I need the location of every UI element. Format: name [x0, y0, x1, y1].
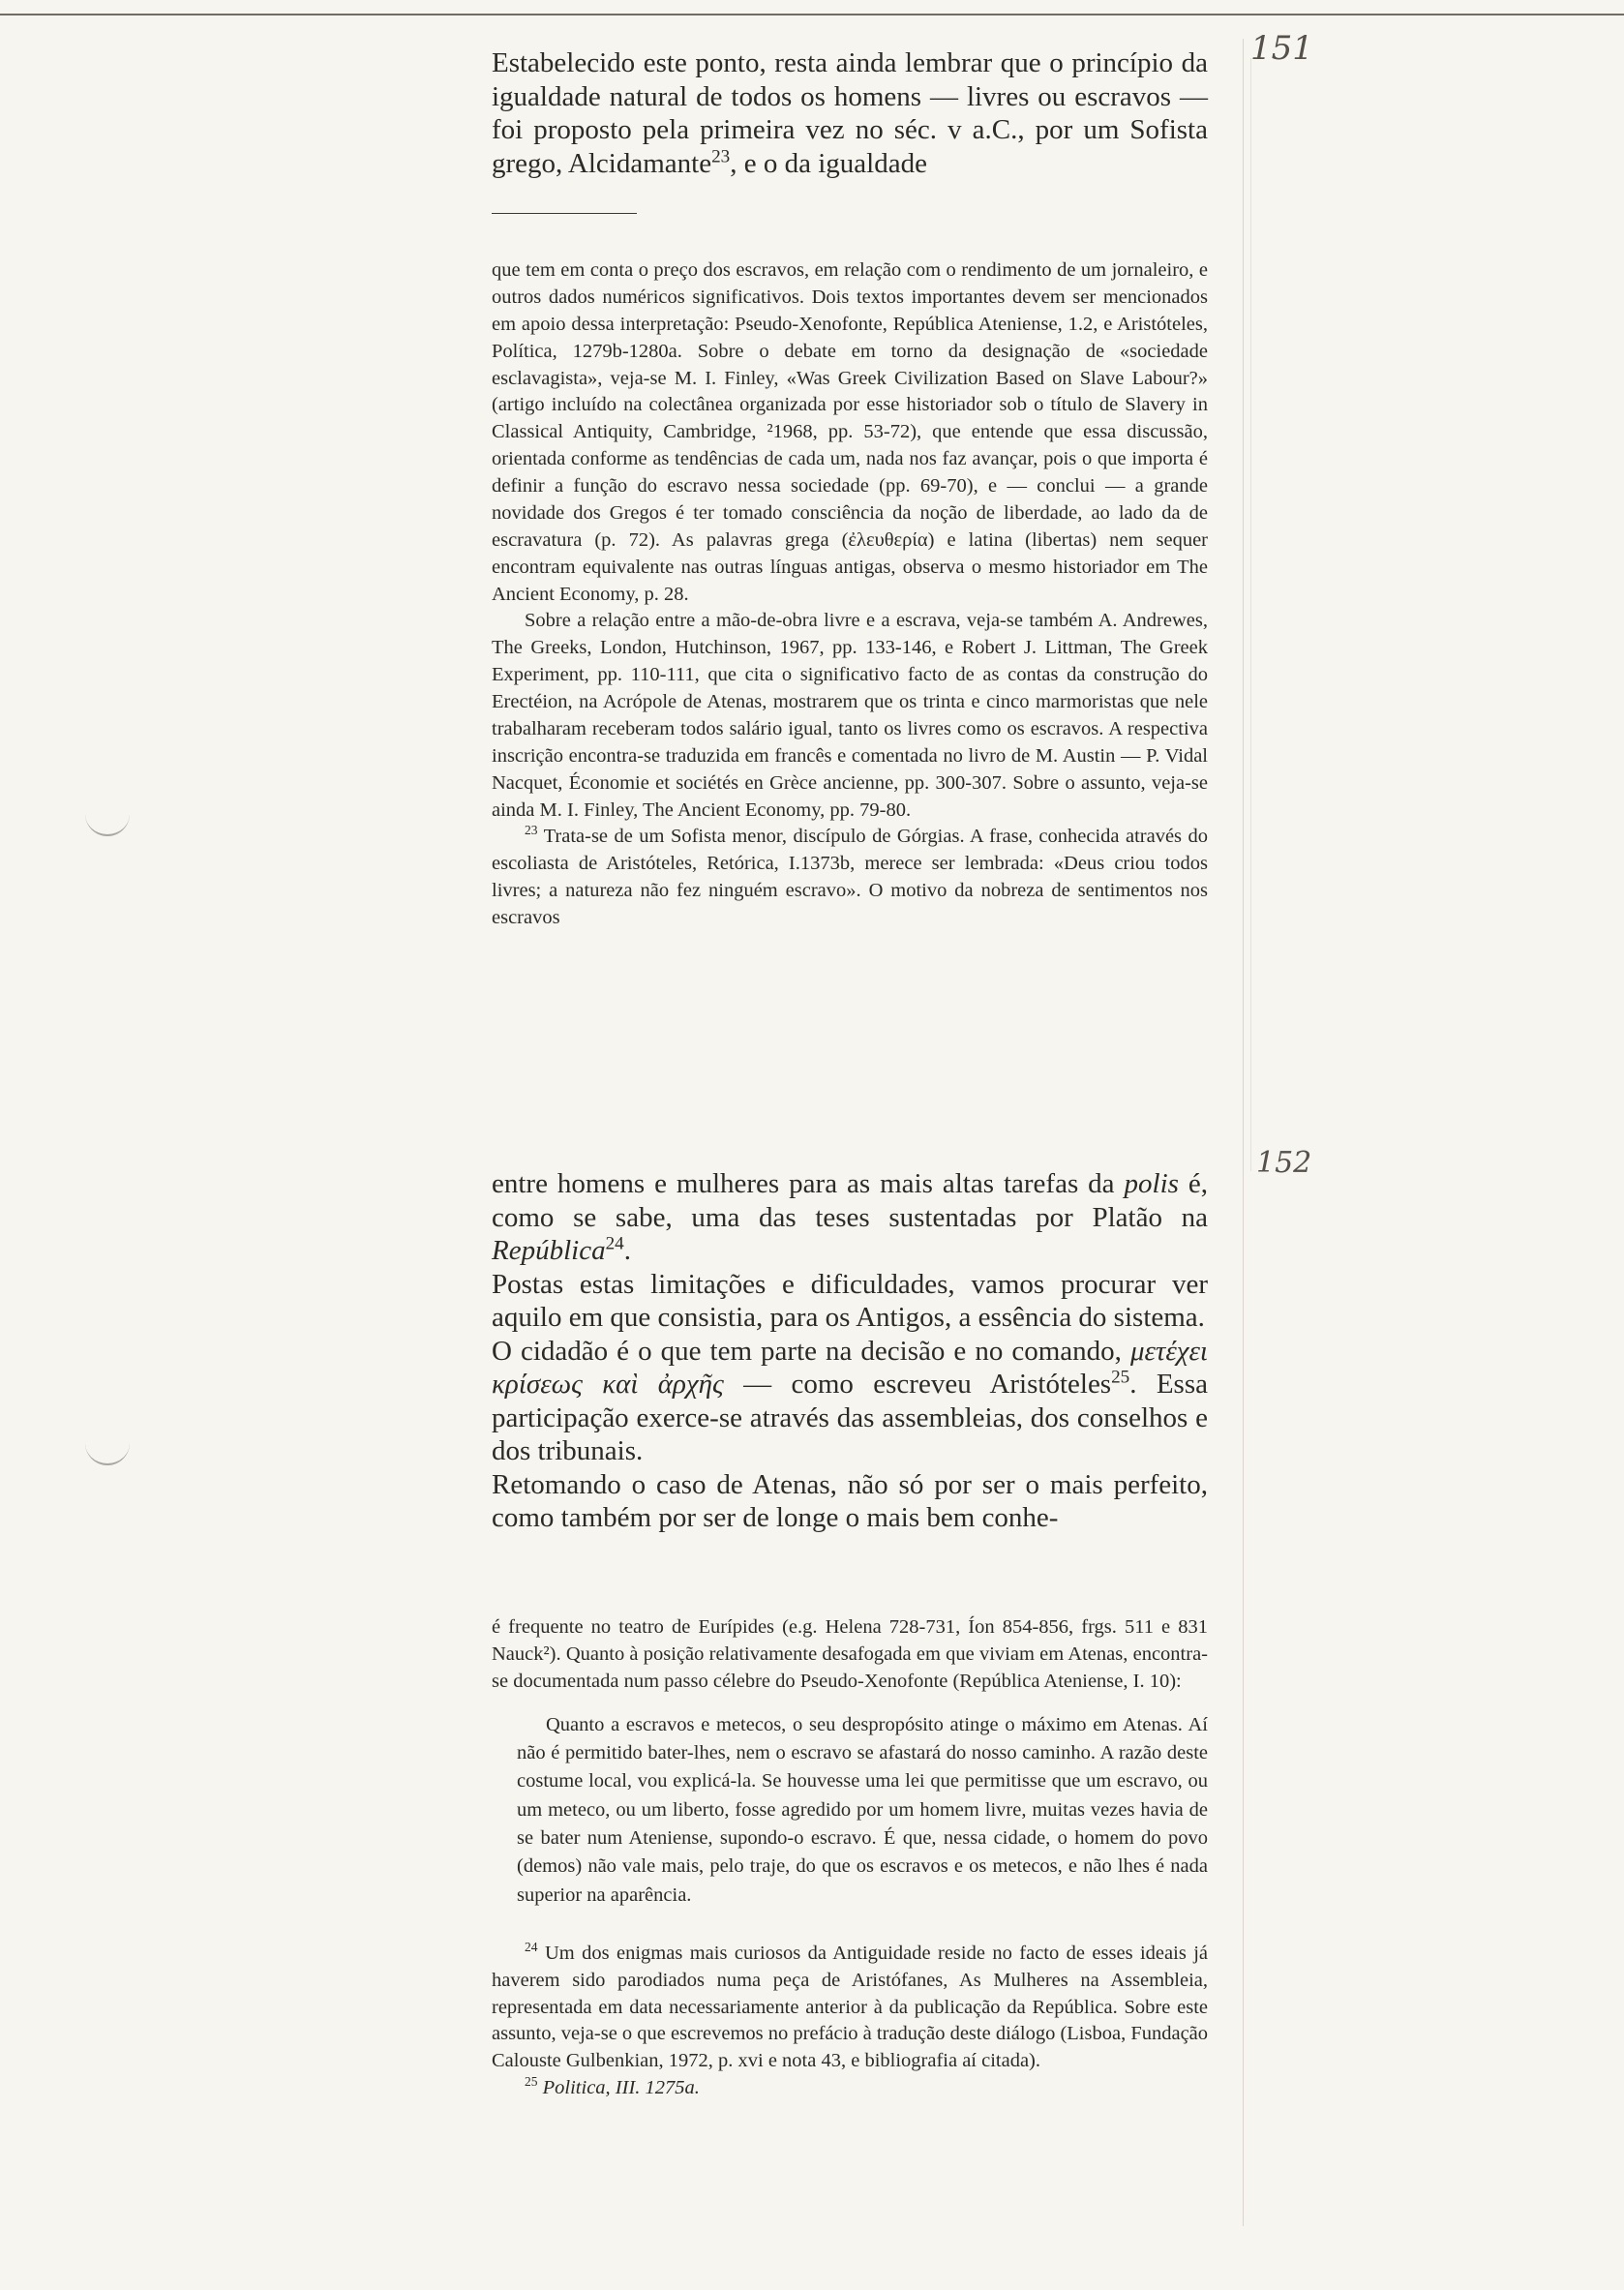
footnote-separator	[492, 213, 637, 214]
footnote-number: 24	[525, 1939, 538, 1954]
body-paragraph: Estabelecido este ponto, resta ainda lembrar que o princípio da igualdade natural de todos os homens — livres ou escravos — foi proposto pela primeira vez no séc. v a.C., por um Sofista grego, Alcidamante$^{23}$, e o da igualdade	[492, 47, 1208, 179]
footnote-22-continuation: que tem em conta o preço dos escravos, em relação com o rendimento de um jornaleiro, e outros dados numéricos significativos. Dois textos importantes devem ser mencionados em apoio dessa interpretação: Pseudo-Xenofonte, República Ateniense, 1.2, e Aristóteles, Política, 1279b-1280a. Sobre o debate em torno da designação de «sociedade esclavagista», veja-se M. I. Finley, «Was Greek Civilization Based on Slave Labour?» (artigo incluído na colectânea organizada por esse historiador sob o título de Slavery in Classical Antiquity, Cambridge, ²1968, pp. 53-72), que entende que essa discussão, orientada conforme as tendências de cada um, nada nos faz avançar, pois o que importa é definir a função do escravo nessa sociedade (pp. 69-70), e — conclui — a grande novidade dos Gregos é ter tomado consciência da noção de liberdade, ao lado da de escravatura (p. 72). As palavras grega (ἐλευθερία) e latina (libertas) nem sequer encontram equivalente nas outras línguas antigas, observa o mesmo historiador em The Ancient Economy, p. 28.	[492, 259, 1208, 605]
footnote-25: $^{25}$ Politica, III. 1275a.	[525, 2074, 700, 2099]
body-paragraph: entre homens e mulheres para as mais altas tarefas da polis é, como se sabe, uma das teses sustentadas por Platão na República$^{24}$.	[492, 1168, 1209, 1266]
punch-hole-mark	[85, 1442, 130, 1465]
main-text-upper	[492, 46, 1208, 239]
block-quotation: Quanto a escravos e metecos, o seu despropósito atinge o máximo em Atenas. Aí não é permitido bater-lhes, nem o escravo se afastará do nosso caminho. A razão deste costume local, vou explicá-la. Se houvesse uma lei que permitisse que um escravo, ou um meteco, ou um liberto, fosse agredido por um homem livre, muitas vezes havia de se bater num Ateniense, supondo-o escravo. É que, nessa cidade, o homem do povo (demos) não vale mais, pelo traje, do que os escravos e os metecos, e não lhes é nada superior na aparência.	[517, 1713, 1208, 1906]
body-paragraph: Retomando o caso de Atenas, não só por ser o mais perfeito, como também por ser de longe o mais bem conhe-	[492, 1468, 1208, 1533]
punch-hole-mark	[85, 813, 130, 836]
greek-quotation: μετέχει κρίσεως καὶ ἀρχῆς	[492, 1335, 1208, 1400]
margin-line	[1243, 39, 1244, 2226]
footnote-reference: 24	[605, 1233, 624, 1254]
body-paragraph: O cidadão é o que tem parte na decisão e no comando, μετέχει κρίσεως καὶ ἀρχῆς — como escreveu Aristóteles$^{25}$. Essa participação exerce-se através das assembleias, dos conselhos e dos tribunais.	[492, 1335, 1208, 1466]
spacer	[492, 1910, 1208, 1941]
top-border-line	[0, 14, 1624, 15]
margin-line-secondary	[1250, 58, 1251, 1171]
footnote-24: $^{24}$ Um dos enigmas mais curiosos da Antiguidade reside no facto de esses ideais já haverem sido parodiados numa peça de Aristófanes, As Mulheres na Assembleia, representada em data necessariamente anterior à da publicação da República. Sobre este assunto, veja-se o que escrevemos no prefácio à tradução deste diálogo (Lisboa, Fundação Calouste Gulbenkian, 1972, p. xvi e nota 43, e bibliografia aí citada).	[492, 1939, 1209, 2072]
main-text-lower	[492, 1167, 1208, 1535]
handwritten-page-number-top: 151	[1250, 29, 1313, 68]
footnote-23-continuation: é frequente no teatro de Eurípides (e.g. Helena 728-731, Íon 854-856, frgs. 511 e 831 Nauck²). Quanto à posição relativamente desafogada em que viviam em Atenas, encontra-se documentada num passo célebre do Pseudo-Xenofonte (República Ateniense, I. 10):	[492, 1616, 1208, 1692]
footnote-reference: 23	[711, 145, 731, 166]
handwritten-page-number-bottom: 152	[1256, 1146, 1312, 1180]
body-paragraph: Postas estas limitações e dificuldades, vamos procurar ver aquilo em que consistia, para os Antigos, a essência do sistema.	[492, 1268, 1208, 1333]
footnotes-lower	[492, 1614, 1208, 2102]
footnote-number: 25	[525, 2074, 538, 2090]
footnote-number: 23	[525, 823, 538, 838]
footnote-reference: 25	[1111, 1367, 1130, 1388]
footnote-23: $^{23}$ Trata-se de um Sofista menor, discípulo de Górgias. A frase, conhecida através do escoliasta de Aristóteles, Retórica, I.1373b, merece ser lembrada: «Deus criou todos livres; a natureza não fez ninguém escravo». O motivo da nobreza de sentimentos nos escravos	[492, 823, 1208, 928]
footnotes-upper	[492, 257, 1208, 932]
footnote-22-paragraph: Sobre a relação entre a mão-de-obra livre e a escrava, veja-se também A. Andrewes, The Greeks, London, Hutchinson, 1967, pp. 133-146, e Robert J. Littman, The Greek Experiment, pp. 110-111, que cita o significativo facto de as contas da construção do Erectéion, na Acrópole de Atenas, mostrarem que os trinta e cinco marmoristas que nele trabalharam receberam todos salário igual, tanto os livres como os escravos. A respectiva inscrição encontra-se traduzida em francês e comentada no livro de M. Austin — P. Vidal Nacquet, Économie et sociétés en Grèce ancienne, pp. 300-307. Sobre o assunto, veja-se ainda M. I. Finley, The Ancient Economy, pp. 79-80.	[492, 610, 1208, 821]
